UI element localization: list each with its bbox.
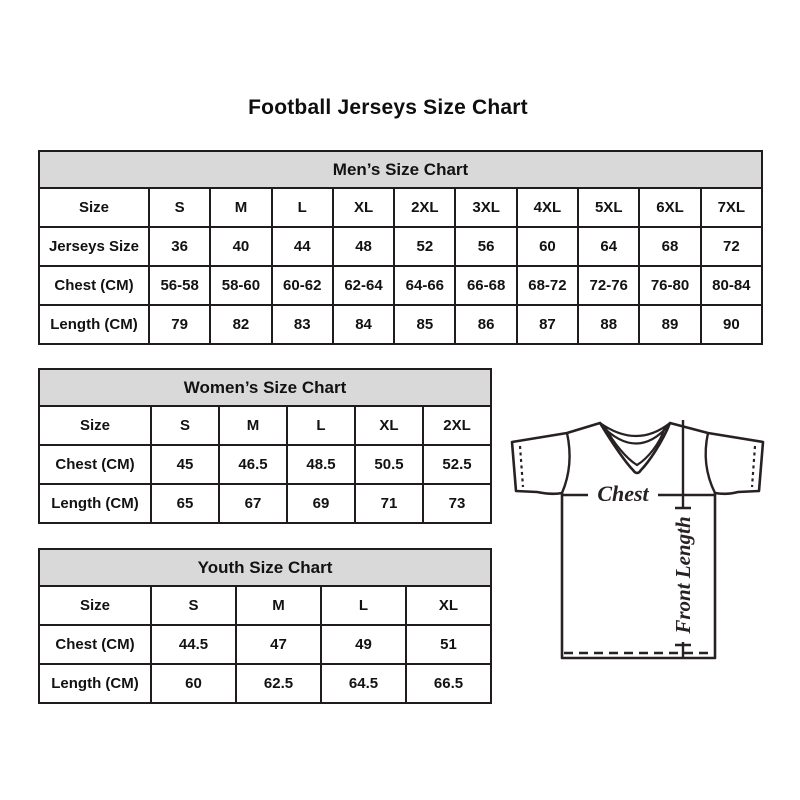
table-row	[39, 549, 491, 586]
value-cell: 72	[701, 227, 762, 266]
value-cell: 68	[639, 227, 700, 266]
value-cell: 60	[151, 664, 236, 703]
value-cell: 36	[149, 227, 210, 266]
table-row	[39, 445, 491, 484]
value-cell: 85	[394, 305, 455, 344]
value-cell: 62-64	[333, 266, 394, 305]
value-cell: 89	[639, 305, 700, 344]
value-cell: 67	[219, 484, 287, 523]
value-cell: 40	[210, 227, 271, 266]
value-cell: 60	[517, 227, 578, 266]
value-cell: 46.5	[219, 445, 287, 484]
womens-size-table	[38, 368, 492, 524]
value-cell: 86	[455, 305, 516, 344]
value-cell: 48	[333, 227, 394, 266]
value-cell: 50.5	[355, 445, 423, 484]
value-cell: 56	[455, 227, 516, 266]
value-cell: 62.5	[236, 664, 321, 703]
row-label: Size	[39, 406, 151, 445]
size-cell: 3XL	[455, 188, 516, 227]
value-cell: 71	[355, 484, 423, 523]
size-cell: S	[151, 586, 236, 625]
value-cell: 66-68	[455, 266, 516, 305]
value-cell: 49	[321, 625, 406, 664]
size-cell: S	[151, 406, 219, 445]
value-cell: 52	[394, 227, 455, 266]
value-cell: 44.5	[151, 625, 236, 664]
jersey-outline-path	[512, 423, 763, 658]
value-cell: 44	[272, 227, 333, 266]
table-row	[39, 227, 762, 266]
value-cell: 64.5	[321, 664, 406, 703]
value-cell: 66.5	[406, 664, 491, 703]
size-cell: L	[287, 406, 355, 445]
size-cell: L	[272, 188, 333, 227]
value-cell: 58-60	[210, 266, 271, 305]
table-row	[39, 484, 491, 523]
value-cell: 80-84	[701, 266, 762, 305]
value-cell: 76-80	[639, 266, 700, 305]
chest-label: Chest	[597, 481, 649, 506]
table-row	[39, 625, 491, 664]
table-row	[39, 151, 762, 188]
size-cell: XL	[406, 586, 491, 625]
size-cell: 7XL	[701, 188, 762, 227]
table-row	[39, 369, 491, 406]
value-cell: 79	[149, 305, 210, 344]
row-label: Length (CM)	[39, 664, 151, 703]
value-cell: 73	[423, 484, 491, 523]
table-row	[39, 664, 491, 703]
jersey-measurement-diagram	[500, 395, 780, 685]
front-length-label: Front Length	[671, 516, 695, 634]
value-cell: 51	[406, 625, 491, 664]
value-cell: 56-58	[149, 266, 210, 305]
row-label: Size	[39, 586, 151, 625]
value-cell: 68-72	[517, 266, 578, 305]
value-cell: 82	[210, 305, 271, 344]
size-cell: L	[321, 586, 406, 625]
value-cell: 64-66	[394, 266, 455, 305]
value-cell: 45	[151, 445, 219, 484]
row-label: Size	[39, 188, 149, 227]
table-row	[39, 188, 762, 227]
table-row	[39, 305, 762, 344]
row-label: Chest (CM)	[39, 266, 149, 305]
value-cell: 83	[272, 305, 333, 344]
size-cell: XL	[333, 188, 394, 227]
value-cell: 84	[333, 305, 394, 344]
value-cell: 72-76	[578, 266, 639, 305]
row-label: Jerseys Size	[39, 227, 149, 266]
size-cell: 5XL	[578, 188, 639, 227]
value-cell: 64	[578, 227, 639, 266]
youth-table-title: Youth Size Chart	[39, 549, 491, 586]
value-cell: 90	[701, 305, 762, 344]
size-cell: XL	[355, 406, 423, 445]
value-cell: 65	[151, 484, 219, 523]
womens-table-title: Women’s Size Chart	[39, 369, 491, 406]
value-cell: 88	[578, 305, 639, 344]
table-row	[39, 266, 762, 305]
size-cell: M	[210, 188, 271, 227]
size-cell: 4XL	[517, 188, 578, 227]
size-cell: 6XL	[639, 188, 700, 227]
value-cell: 69	[287, 484, 355, 523]
size-cell: 2XL	[394, 188, 455, 227]
youth-size-table	[38, 548, 492, 704]
value-cell: 48.5	[287, 445, 355, 484]
table-row	[39, 406, 491, 445]
page-title: Football Jerseys Size Chart	[248, 96, 528, 119]
size-cell: M	[219, 406, 287, 445]
value-cell: 87	[517, 305, 578, 344]
value-cell: 60-62	[272, 266, 333, 305]
value-cell: 52.5	[423, 445, 491, 484]
row-label: Chest (CM)	[39, 445, 151, 484]
size-cell: M	[236, 586, 321, 625]
size-cell: 2XL	[423, 406, 491, 445]
row-label: Chest (CM)	[39, 625, 151, 664]
mens-size-table	[38, 150, 763, 345]
value-cell: 47	[236, 625, 321, 664]
mens-table-title: Men’s Size Chart	[39, 151, 762, 188]
row-label: Length (CM)	[39, 305, 149, 344]
row-label: Length (CM)	[39, 484, 151, 523]
table-row	[39, 586, 491, 625]
size-cell: S	[149, 188, 210, 227]
